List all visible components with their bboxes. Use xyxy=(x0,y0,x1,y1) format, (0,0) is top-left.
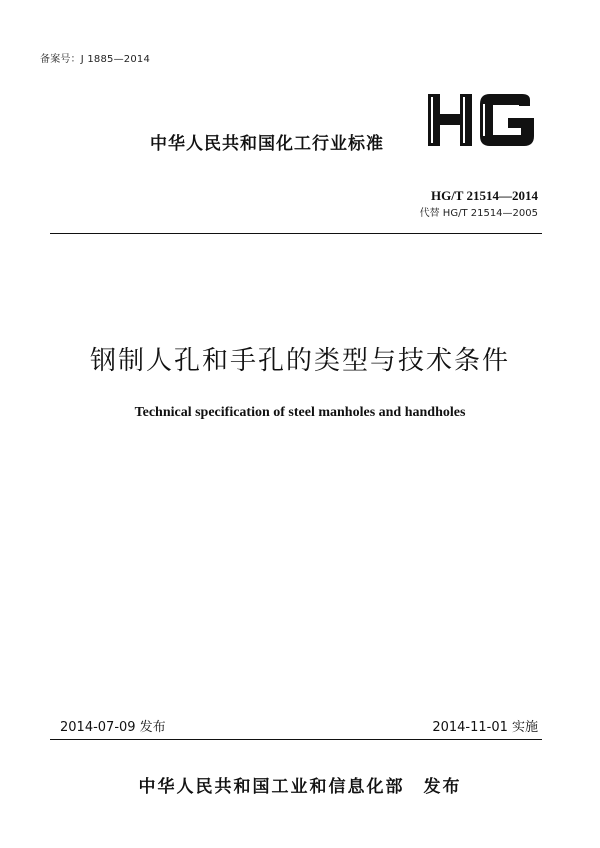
bottom-divider xyxy=(50,739,542,740)
filing-number: 备案号：J 1885—2014 xyxy=(40,54,151,65)
implementation-date: 2014-11-01 实施 xyxy=(432,720,538,735)
hg-logo xyxy=(426,90,538,150)
title-english: Technical specification of steel manholes and handholes xyxy=(134,405,466,420)
standard-category: 中华人民共和国化工行业标准 xyxy=(150,134,384,154)
standard-number-text: HG/T 21514—2014 xyxy=(430,188,538,203)
publisher: 中华人民共和国工业和信息化部 发布 xyxy=(138,777,462,797)
title-chinese: 钢制人孔和手孔的类型与技术条件 xyxy=(89,346,510,376)
standard-number xyxy=(431,188,538,204)
replaces-standard: 代替 HG/T 21514—2005 xyxy=(419,208,538,219)
issue-date: 2014-07-09 发布 xyxy=(60,720,166,735)
top-divider xyxy=(50,233,542,234)
